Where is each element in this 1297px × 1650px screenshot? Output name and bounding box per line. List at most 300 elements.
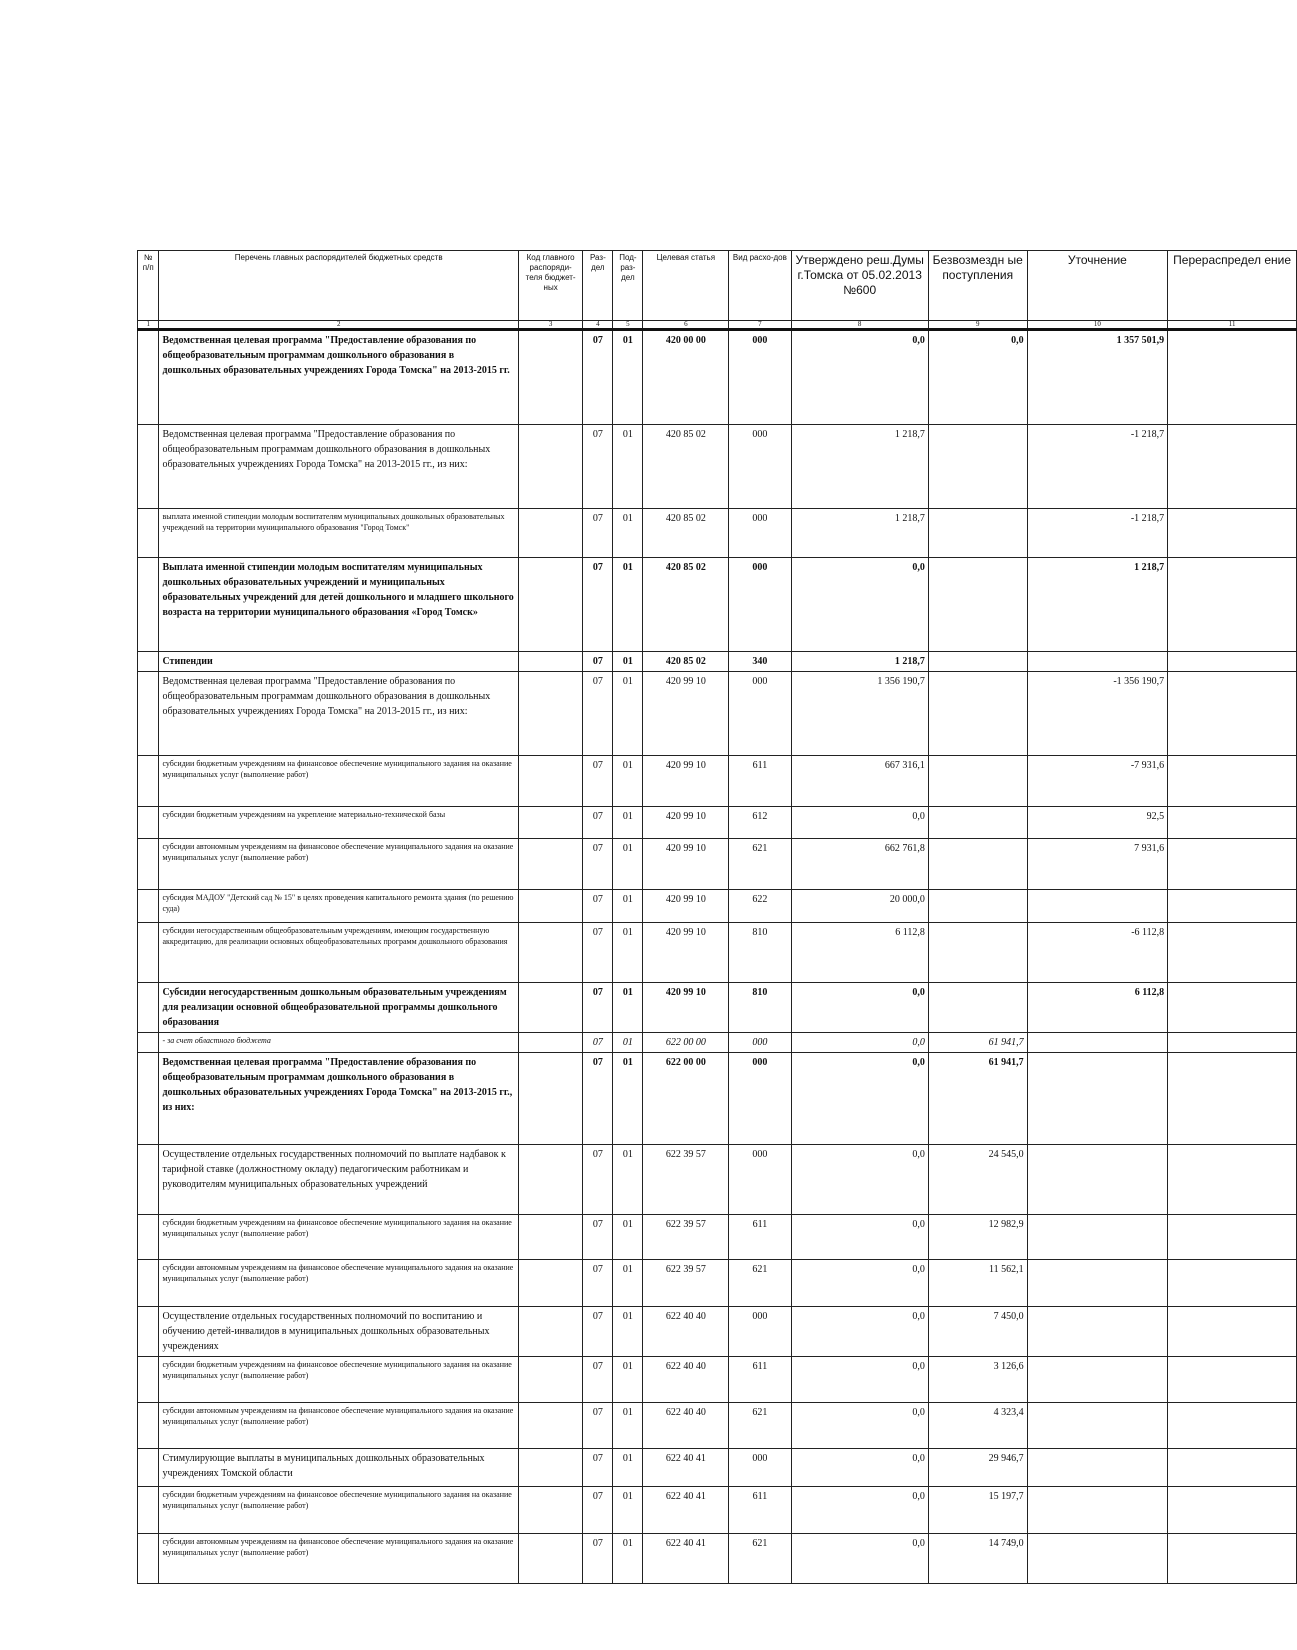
expense-type: 000 [729,1449,791,1487]
row-number [138,330,159,425]
approved-amount: 1 218,7 [791,652,928,672]
col-num: 3 [518,321,582,330]
section-code: 07 [583,1487,613,1534]
row-number [138,1487,159,1534]
free-receipts-amount [928,509,1027,558]
recipient-name: субсидии негосударственным общеобразовательным учреждениям, имеющим государственную аккредитацию, для реализации основных общеобразовательных программ дошкольного образования [159,923,519,983]
clarification-amount [1027,1403,1168,1449]
recipient-code [518,839,582,890]
clarification-amount [1027,1145,1168,1215]
row-number [138,1449,159,1487]
header-subsection: Под-раз-дел [613,251,643,321]
recipient-name: Ведомственная целевая программа "Предоставление образования по общеобразовательным программам дошкольного образования в дошкольных образовательных учреждениях Города Томска" на 2013-2015 гг., из них: [159,425,519,509]
redistribution-amount [1168,1215,1297,1260]
redistribution-amount [1168,1449,1297,1487]
table-row [138,807,1297,839]
column-number-row [138,321,1297,330]
target-article: 420 85 02 [643,509,729,558]
recipient-name: субсидии бюджетным учреждениям на финансовое обеспечение муниципального задания на оказание муниципальных услуг (выполнение работ) [159,1357,519,1403]
expense-type: 000 [729,330,791,425]
clarification-amount: -7 931,6 [1027,756,1168,807]
approved-amount: 0,0 [791,1534,928,1584]
target-article: 622 40 41 [643,1449,729,1487]
table-row [138,1357,1297,1403]
subsection-code: 01 [613,807,643,839]
expense-type: 611 [729,756,791,807]
target-article: 622 40 41 [643,1487,729,1534]
recipient-name: субсидии автономным учреждениям на финансовое обеспечение муниципального задания на оказание муниципальных услуг (выполнение работ) [159,1260,519,1307]
target-article: 622 39 57 [643,1260,729,1307]
subsection-code: 01 [613,1215,643,1260]
clarification-amount [1027,1487,1168,1534]
subsection-code: 01 [613,1145,643,1215]
recipient-name: Ведомственная целевая программа "Предоставление образования по общеобразовательным программам дошкольного образования в дошкольных образовательных учреждениях Города Томска" на 2013-2015 гг. [159,330,519,425]
row-number [138,923,159,983]
clarification-amount [1027,890,1168,923]
redistribution-amount [1168,983,1297,1033]
recipient-name: Стипендии [159,652,519,672]
subsection-code: 01 [613,1033,643,1053]
col-num: 4 [583,321,613,330]
table-row [138,672,1297,756]
target-article: 420 99 10 [643,983,729,1033]
section-code: 07 [583,890,613,923]
expense-type: 810 [729,983,791,1033]
section-code: 07 [583,1053,613,1145]
row-number [138,425,159,509]
subsection-code: 01 [613,1260,643,1307]
recipient-code [518,1534,582,1584]
table-row [138,1215,1297,1260]
free-receipts-amount: 61 941,7 [928,1053,1027,1145]
subsection-code: 01 [613,1534,643,1584]
free-receipts-amount: 3 126,6 [928,1357,1027,1403]
row-number [138,652,159,672]
expense-type: 340 [729,652,791,672]
section-code: 07 [583,1449,613,1487]
target-article: 420 85 02 [643,558,729,652]
clarification-amount: 92,5 [1027,807,1168,839]
redistribution-amount [1168,1403,1297,1449]
target-article: 622 00 00 [643,1033,729,1053]
clarification-amount [1027,1260,1168,1307]
subsection-code: 01 [613,330,643,425]
recipient-code [518,807,582,839]
section-code: 07 [583,425,613,509]
recipient-name: субсидии автономным учреждениям на финансовое обеспечение муниципального задания на оказание муниципальных услуг (выполнение работ) [159,1403,519,1449]
free-receipts-amount [928,756,1027,807]
approved-amount: 1 218,7 [791,509,928,558]
approved-amount: 0,0 [791,1307,928,1357]
table-row [138,558,1297,652]
row-number [138,558,159,652]
free-receipts-amount: 24 545,0 [928,1145,1027,1215]
approved-amount: 1 356 190,7 [791,672,928,756]
free-receipts-amount [928,807,1027,839]
section-code: 07 [583,1534,613,1584]
clarification-amount: -1 218,7 [1027,425,1168,509]
redistribution-amount [1168,807,1297,839]
free-receipts-amount [928,983,1027,1033]
table-row [138,1260,1297,1307]
target-article: 420 85 02 [643,425,729,509]
expense-type: 621 [729,839,791,890]
section-code: 07 [583,1033,613,1053]
table-row [138,1403,1297,1449]
recipient-name: выплата именной стипендии молодым воспитателям муниципальных дошкольных образовательных учреждений на территории муниципального образования "Город Томск" [159,509,519,558]
free-receipts-amount [928,890,1027,923]
redistribution-amount [1168,330,1297,425]
clarification-amount [1027,1449,1168,1487]
approved-amount: 0,0 [791,330,928,425]
approved-amount: 0,0 [791,1260,928,1307]
recipient-code [518,1357,582,1403]
section-code: 07 [583,558,613,652]
col-num: 8 [791,321,928,330]
expense-type: 000 [729,1145,791,1215]
expense-type: 000 [729,1307,791,1357]
subsection-code: 01 [613,756,643,807]
approved-amount: 0,0 [791,807,928,839]
row-number [138,1357,159,1403]
free-receipts-amount: 0,0 [928,330,1027,425]
expense-type: 612 [729,807,791,839]
row-number [138,1260,159,1307]
recipient-code [518,1145,582,1215]
approved-amount: 0,0 [791,1145,928,1215]
table-row [138,1487,1297,1534]
approved-amount: 1 218,7 [791,425,928,509]
clarification-amount: -1 218,7 [1027,509,1168,558]
header-redistribution: Перераспредел ение [1168,251,1297,321]
recipient-code [518,983,582,1033]
clarification-amount: 1 218,7 [1027,558,1168,652]
recipient-name: Ведомственная целевая программа "Предоставление образования по общеобразовательным программам дошкольного образования в дошкольных образовательных учреждениях Города Томска" на 2013-2015 гг., из них: [159,1053,519,1145]
subsection-code: 01 [613,1487,643,1534]
recipient-name: субсидии автономным учреждениям на финансовое обеспечение муниципального задания на оказание муниципальных услуг (выполнение работ) [159,839,519,890]
header-recipients: Перечень главных распорядителей бюджетных средств [159,251,519,321]
expense-type: 000 [729,1053,791,1145]
row-number [138,1215,159,1260]
table-row [138,890,1297,923]
free-receipts-amount: 29 946,7 [928,1449,1027,1487]
recipient-code [518,1449,582,1487]
header-section: Раз-дел [583,251,613,321]
recipient-name: субсидии автономным учреждениям на финансовое обеспечение муниципального задания на оказание муниципальных услуг (выполнение работ) [159,1534,519,1584]
budget-table [137,250,1297,1584]
section-code: 07 [583,1260,613,1307]
free-receipts-amount: 12 982,9 [928,1215,1027,1260]
recipient-code [518,425,582,509]
subsection-code: 01 [613,890,643,923]
header-target-article: Целевая статья [643,251,729,321]
header-clarification: Уточнение [1027,251,1168,321]
subsection-code: 01 [613,1449,643,1487]
row-number [138,1145,159,1215]
clarification-amount: 1 357 501,9 [1027,330,1168,425]
table-row [138,839,1297,890]
expense-type: 000 [729,509,791,558]
recipient-name: субсидии бюджетным учреждениям на финансовое обеспечение муниципального задания на оказание муниципальных услуг (выполнение работ) [159,1215,519,1260]
target-article: 622 40 40 [643,1307,729,1357]
target-article: 420 99 10 [643,890,729,923]
row-number [138,509,159,558]
recipient-name: Стимулирующие выплаты в муниципальных дошкольных образовательных учреждениях Томской области [159,1449,519,1487]
subsection-code: 01 [613,923,643,983]
free-receipts-amount [928,652,1027,672]
target-article: 420 00 00 [643,330,729,425]
table-row [138,509,1297,558]
section-code: 07 [583,672,613,756]
redistribution-amount [1168,558,1297,652]
subsection-code: 01 [613,1357,643,1403]
redistribution-amount [1168,1145,1297,1215]
table-row [138,1534,1297,1584]
header-expense-type: Вид расхо-дов [729,251,791,321]
recipient-name: Осуществление отдельных государственных полномочий по выплате надбавок к тарифной ставке (должностному окладу) педагогическим работникам и руководителям муниципальных образовательных учреждений [159,1145,519,1215]
row-number [138,807,159,839]
row-number [138,1053,159,1145]
redistribution-amount [1168,1033,1297,1053]
recipient-name: Субсидии негосударственным дошкольным образовательным учреждениям для реализации основной общеобразовательной программы дошкольного образования [159,983,519,1033]
subsection-code: 01 [613,1053,643,1145]
free-receipts-amount [928,672,1027,756]
col-num: 7 [729,321,791,330]
redistribution-amount [1168,923,1297,983]
recipient-code [518,1403,582,1449]
expense-type: 810 [729,923,791,983]
recipient-code [518,1033,582,1053]
section-code: 07 [583,1307,613,1357]
redistribution-amount [1168,425,1297,509]
approved-amount: 6 112,8 [791,923,928,983]
col-num: 6 [643,321,729,330]
recipient-code [518,756,582,807]
row-number [138,1307,159,1357]
clarification-amount: 7 931,6 [1027,839,1168,890]
section-code: 07 [583,807,613,839]
clarification-amount: -1 356 190,7 [1027,672,1168,756]
approved-amount: 0,0 [791,1357,928,1403]
header-row [138,251,1297,321]
row-number [138,1403,159,1449]
col-num: 11 [1168,321,1297,330]
redistribution-amount [1168,1357,1297,1403]
recipient-name: Выплата именной стипендии молодым воспитателям муниципальных дошкольных образовательных учреждений и муниципальных образовательных учреждений для детей дошкольного и младшего школьного возраста на территории муниципального образования «Город Томск» [159,558,519,652]
col-num: 1 [138,321,159,330]
section-code: 07 [583,1215,613,1260]
expense-type: 611 [729,1215,791,1260]
free-receipts-amount: 4 323,4 [928,1403,1027,1449]
recipient-code [518,890,582,923]
subsection-code: 01 [613,1307,643,1357]
redistribution-amount [1168,890,1297,923]
clarification-amount [1027,1534,1168,1584]
expense-type: 000 [729,672,791,756]
expense-type: 621 [729,1534,791,1584]
recipient-code [518,558,582,652]
row-number [138,1033,159,1053]
target-article: 622 40 41 [643,1534,729,1584]
row-number [138,983,159,1033]
free-receipts-amount: 7 450,0 [928,1307,1027,1357]
recipient-name: субсидия МАДОУ "Детский сад № 15" в целях проведения капитального ремонта здания (по решению суда) [159,890,519,923]
recipient-code [518,652,582,672]
table-row [138,923,1297,983]
approved-amount: 0,0 [791,1033,928,1053]
target-article: 420 99 10 [643,756,729,807]
target-article: 420 99 10 [643,923,729,983]
expense-type: 000 [729,1033,791,1053]
redistribution-amount [1168,756,1297,807]
recipient-code [518,1307,582,1357]
section-code: 07 [583,330,613,425]
clarification-amount: -6 112,8 [1027,923,1168,983]
expense-type: 000 [729,558,791,652]
approved-amount: 0,0 [791,1487,928,1534]
target-article: 420 99 10 [643,672,729,756]
clarification-amount [1027,1357,1168,1403]
col-num: 9 [928,321,1027,330]
section-code: 07 [583,983,613,1033]
free-receipts-amount [928,425,1027,509]
subsection-code: 01 [613,839,643,890]
target-article: 420 99 10 [643,807,729,839]
table-row [138,1449,1297,1487]
redistribution-amount [1168,1487,1297,1534]
redistribution-amount [1168,509,1297,558]
approved-amount: 667 316,1 [791,756,928,807]
redistribution-amount [1168,672,1297,756]
redistribution-amount [1168,1260,1297,1307]
redistribution-amount [1168,839,1297,890]
target-article: 622 40 40 [643,1403,729,1449]
budget-sheet [137,250,1292,1650]
expense-type: 621 [729,1260,791,1307]
approved-amount: 662 761,8 [791,839,928,890]
recipient-code [518,1215,582,1260]
target-article: 622 00 00 [643,1053,729,1145]
table-row [138,756,1297,807]
clarification-amount [1027,1215,1168,1260]
header-free-receipts: Безвозмездн ые поступления [928,251,1027,321]
section-code: 07 [583,839,613,890]
table-row [138,1307,1297,1357]
recipient-code [518,923,582,983]
clarification-amount: 6 112,8 [1027,983,1168,1033]
section-code: 07 [583,1403,613,1449]
table-row [138,1033,1297,1053]
section-code: 07 [583,1357,613,1403]
approved-amount: 20 000,0 [791,890,928,923]
section-code: 07 [583,652,613,672]
expense-type: 611 [729,1487,791,1534]
recipient-name: субсидии бюджетным учреждениям на финансовое обеспечение муниципального задания на оказание муниципальных услуг (выполнение работ) [159,1487,519,1534]
subsection-code: 01 [613,558,643,652]
approved-amount: 0,0 [791,558,928,652]
free-receipts-amount [928,839,1027,890]
redistribution-amount [1168,1307,1297,1357]
free-receipts-amount: 61 941,7 [928,1033,1027,1053]
table-row [138,330,1297,425]
expense-type: 621 [729,1403,791,1449]
table-row [138,1053,1297,1145]
recipient-code [518,330,582,425]
recipient-code [518,672,582,756]
subsection-code: 01 [613,509,643,558]
clarification-amount [1027,1307,1168,1357]
col-num: 10 [1027,321,1168,330]
approved-amount: 0,0 [791,1449,928,1487]
subsection-code: 01 [613,983,643,1033]
table-row [138,983,1297,1033]
target-article: 622 39 57 [643,1145,729,1215]
recipient-name: субсидии бюджетным учреждениям на финансовое обеспечение муниципального задания на оказание муниципальных услуг (выполнение работ) [159,756,519,807]
clarification-amount [1027,652,1168,672]
row-number [138,890,159,923]
clarification-amount [1027,1053,1168,1145]
expense-type: 000 [729,425,791,509]
recipient-code [518,509,582,558]
approved-amount: 0,0 [791,983,928,1033]
row-number [138,672,159,756]
free-receipts-amount: 11 562,1 [928,1260,1027,1307]
recipient-code [518,1053,582,1145]
free-receipts-amount [928,923,1027,983]
recipient-name: Осуществление отдельных государственных полномочий по воспитанию и обучению детей-инвалидов в муниципальных дошкольных образовательных учреждениях [159,1307,519,1357]
table-row [138,652,1297,672]
row-number [138,1534,159,1584]
subsection-code: 01 [613,652,643,672]
approved-amount: 0,0 [791,1403,928,1449]
row-number [138,756,159,807]
expense-type: 622 [729,890,791,923]
subsection-code: 01 [613,672,643,756]
section-code: 07 [583,756,613,807]
header-number: № п/п [138,251,159,321]
free-receipts-amount: 15 197,7 [928,1487,1027,1534]
table-row [138,425,1297,509]
subsection-code: 01 [613,1403,643,1449]
free-receipts-amount: 14 749,0 [928,1534,1027,1584]
recipient-code [518,1260,582,1307]
recipient-name: - за счет областного бюджета [159,1033,519,1053]
approved-amount: 0,0 [791,1053,928,1145]
subsection-code: 01 [613,425,643,509]
col-num: 5 [613,321,643,330]
row-number [138,839,159,890]
target-article: 420 85 02 [643,652,729,672]
table-row [138,1145,1297,1215]
header-approved: Утверждено реш.Думы г.Томска от 05.02.2013 №600 [791,251,928,321]
header-code: Код главного распоряди-теля бюджет-ных [518,251,582,321]
redistribution-amount [1168,1053,1297,1145]
target-article: 622 40 40 [643,1357,729,1403]
target-article: 420 99 10 [643,839,729,890]
recipient-code [518,1487,582,1534]
section-code: 07 [583,509,613,558]
redistribution-amount [1168,652,1297,672]
redistribution-amount [1168,1534,1297,1584]
col-num: 2 [159,321,519,330]
clarification-amount [1027,1033,1168,1053]
section-code: 07 [583,1145,613,1215]
recipient-name: субсидии бюджетным учреждениям на укрепление материально-технической базы [159,807,519,839]
target-article: 622 39 57 [643,1215,729,1260]
recipient-name: Ведомственная целевая программа "Предоставление образования по общеобразовательным программам дошкольного образования в дошкольных образовательных учреждениях Города Томска" на 2013-2015 гг., из них: [159,672,519,756]
free-receipts-amount [928,558,1027,652]
section-code: 07 [583,923,613,983]
